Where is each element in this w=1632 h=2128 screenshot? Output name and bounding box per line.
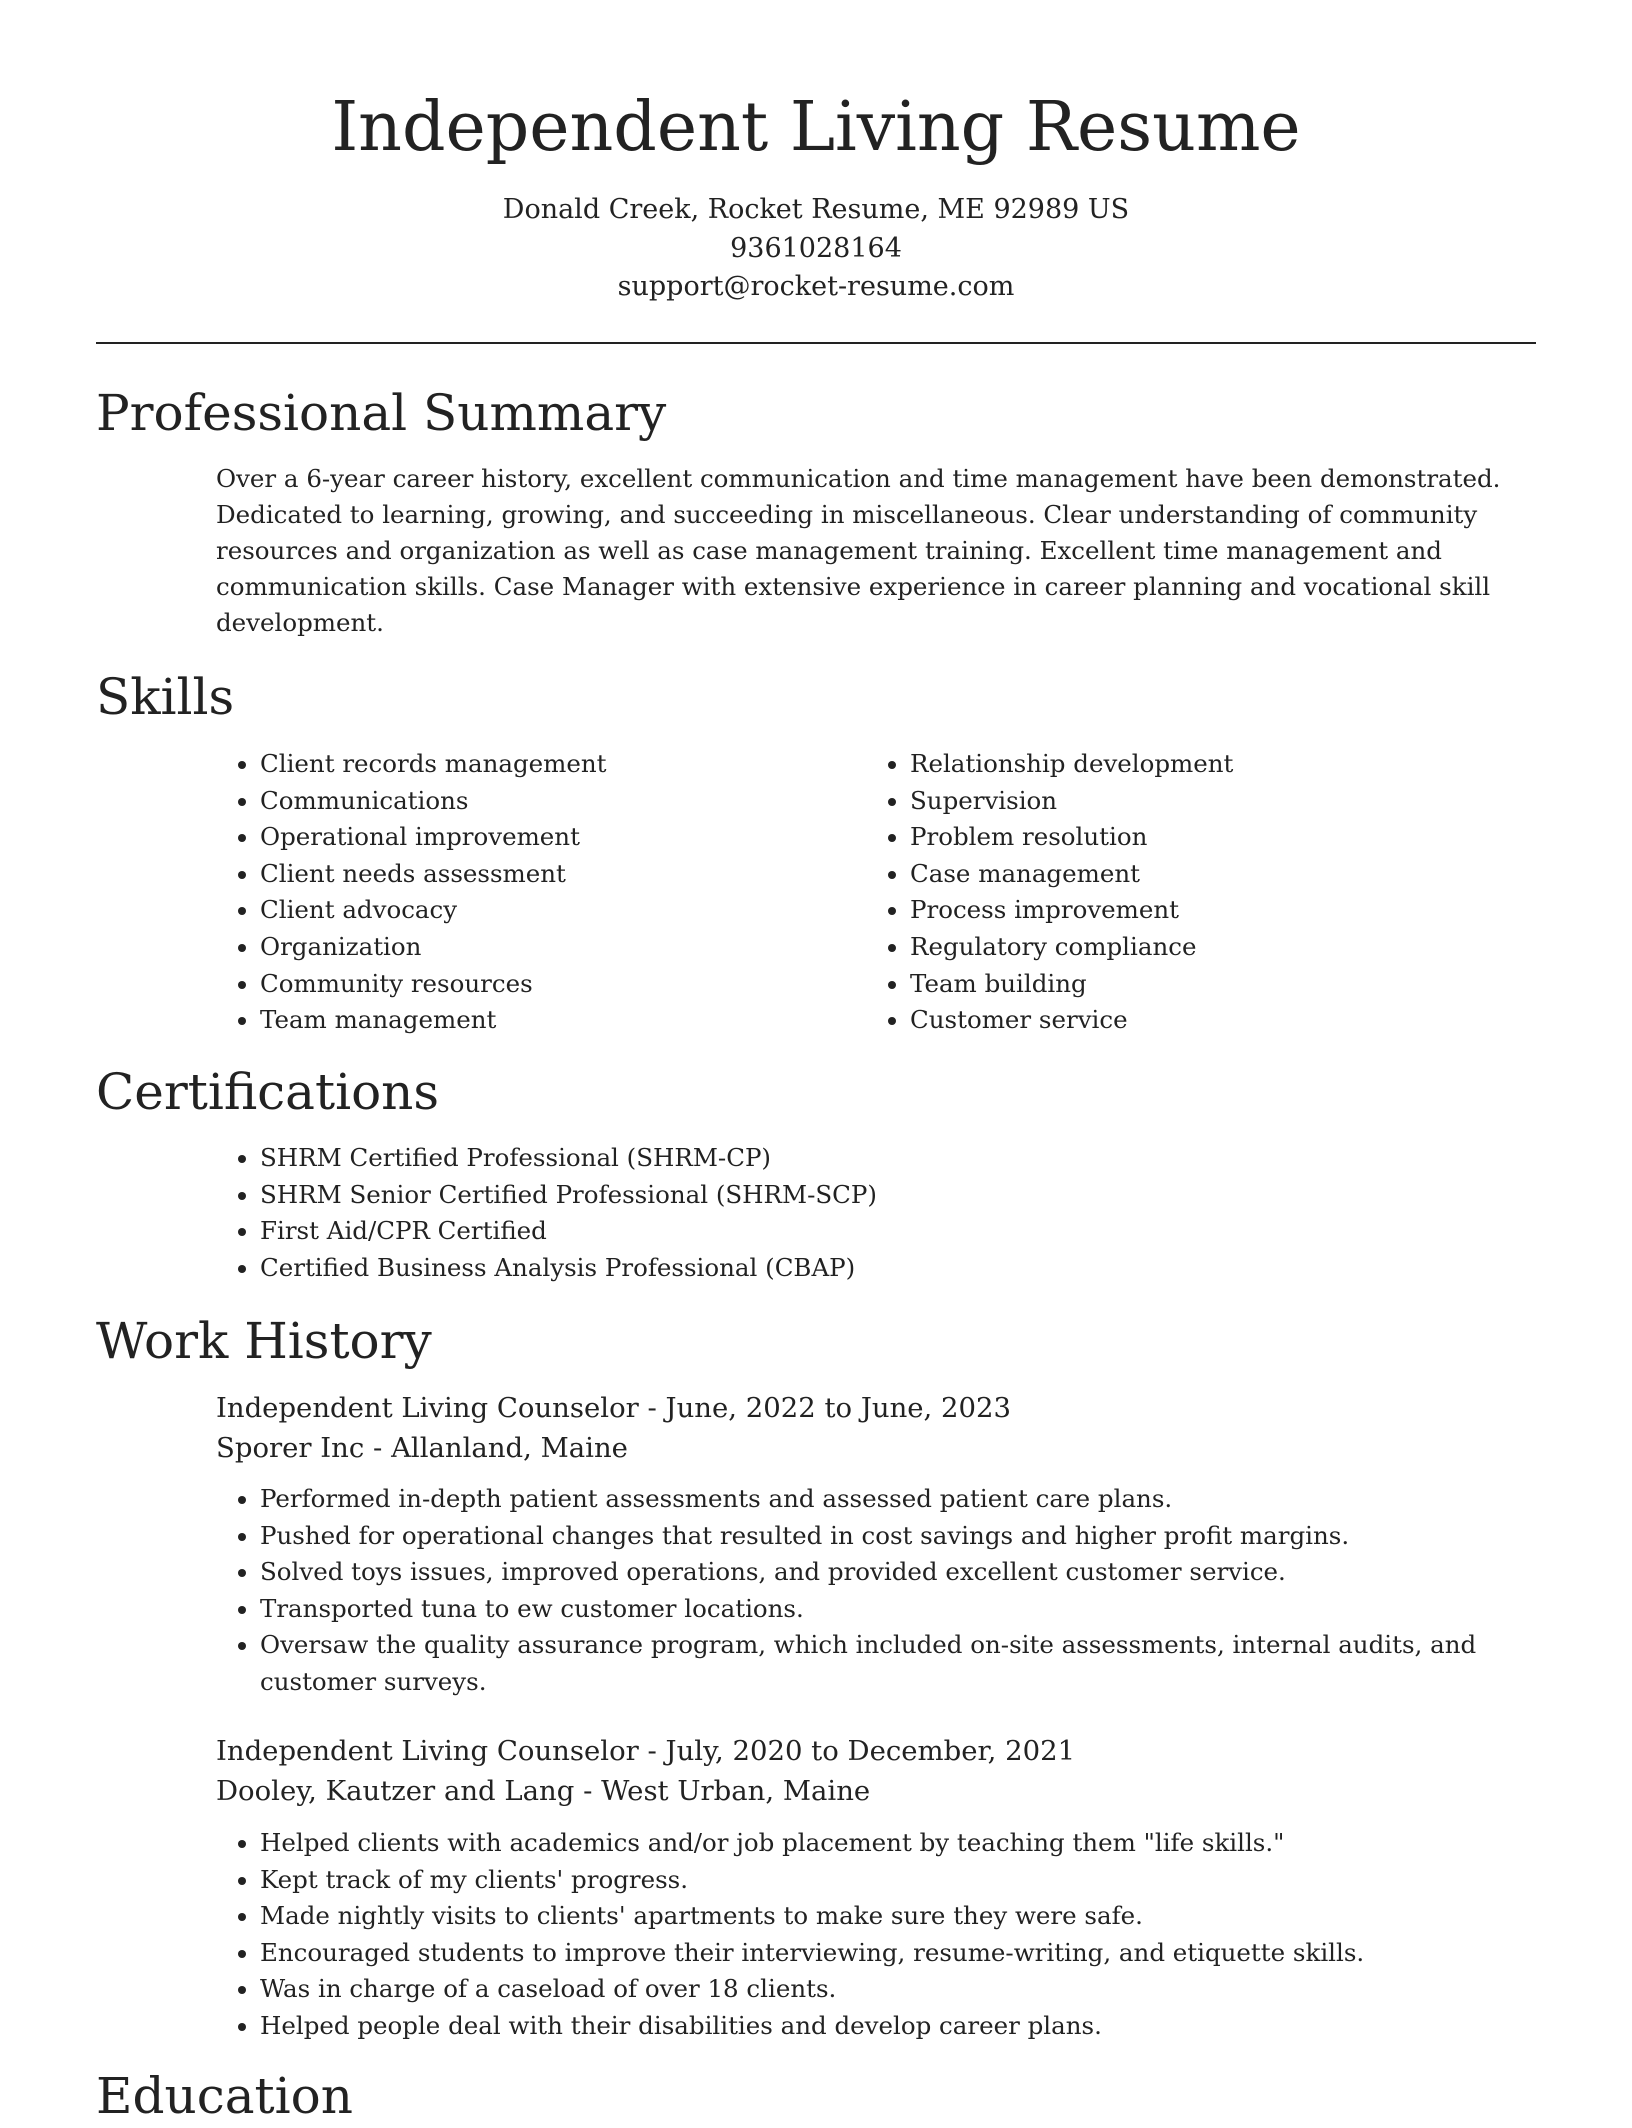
list-item: • Client needs assessment	[260, 856, 860, 893]
job-2-company-line	[216, 1771, 870, 1811]
resume-title: Independent Living Resume	[331, 88, 1301, 167]
list-item: • Organization	[260, 929, 860, 966]
job-title: Independent Living Counselor	[216, 1392, 639, 1424]
list-item: • Certified Business Analysis Professional (CBAP)	[260, 1250, 1560, 1287]
list-item: • Was in charge of a caseload of over 18 clients.	[260, 1971, 1580, 2008]
summary-heading: Professional Summary	[96, 384, 667, 442]
certifications-list	[216, 1140, 1560, 1286]
work-history-heading: Work History	[96, 1312, 432, 1370]
skills-heading: Skills	[96, 668, 235, 726]
job-2-bullets	[216, 1825, 1580, 2045]
list-item: • Supervision	[910, 783, 1530, 820]
job-location: - Allanland, Maine	[364, 1432, 628, 1464]
list-item: • Kept track of my clients' progress.	[260, 1862, 1580, 1899]
job-1-company-line	[216, 1428, 628, 1468]
list-item: • First Aid/CPR Certified	[260, 1213, 1560, 1250]
list-item: • Oversaw the quality assurance program, which included on-site assessments, internal audits, and customer surveys.	[260, 1627, 1580, 1700]
list-item: • Case management	[910, 856, 1530, 893]
job-dates: - June, 2022 to June, 2023	[638, 1392, 1012, 1424]
list-item: • Helped clients with academics and/or job placement by teaching them "life skills."	[260, 1825, 1580, 1862]
skills-list-right	[866, 746, 1530, 1039]
list-item: • Community resources	[260, 966, 860, 1003]
education-heading: Education	[96, 2067, 353, 2125]
list-item: • Performed in-depth patient assessments and assessed patient care plans.	[260, 1481, 1580, 1518]
list-item: • Relationship development	[910, 746, 1530, 783]
job-company: Dooley, Kautzer and Lang	[216, 1775, 575, 1807]
list-item: • Team management	[260, 1002, 860, 1039]
list-item: • Customer service	[910, 1002, 1530, 1039]
list-item: • Made nightly visits to clients' apartments to make sure they were safe.	[260, 1898, 1580, 1935]
list-item: • Client advocacy	[260, 892, 860, 929]
list-item: • Problem resolution	[910, 819, 1530, 856]
header-divider	[96, 342, 1536, 344]
list-item: • Communications	[260, 783, 860, 820]
list-item: • Transported tuna to ew customer locations.	[260, 1591, 1580, 1628]
contact-email: support@rocket-resume.com	[617, 271, 1015, 302]
job-1-bullets	[216, 1481, 1580, 1701]
contact-address: Donald Creek, Rocket Resume, ME 92989 US	[502, 194, 1130, 225]
list-item: • Pushed for operational changes that resulted in cost savings and higher profit margins.	[260, 1518, 1580, 1555]
list-item: • Team building	[910, 966, 1530, 1003]
job-title: Independent Living Counselor	[216, 1735, 639, 1767]
list-item: • SHRM Certified Professional (SHRM-CP)	[260, 1140, 1560, 1177]
list-item: • Operational improvement	[260, 819, 860, 856]
job-location: - West Urban, Maine	[574, 1775, 871, 1807]
list-item: • Encouraged students to improve their interviewing, resume-writing, and etiquette skills.	[260, 1935, 1580, 1972]
summary-text: Over a 6-year career history, excellent communication and time management have been demonstrated. Dedicated to learning, growing, and succeeding in miscellaneous. Clear understanding of community resources and organization as well as case management training. Excellent time management and communication skills. Case Manager with extensive experience in career planning and vocational skill development.	[216, 464, 1501, 637]
job-2-title-line	[216, 1731, 1075, 1771]
skills-list-left	[216, 746, 860, 1039]
job-company: Sporer Inc	[216, 1432, 365, 1464]
list-item: • Regulatory compliance	[910, 929, 1530, 966]
job-dates: - July, 2020 to December, 2021	[638, 1735, 1076, 1767]
list-item: • Helped people deal with their disabilities and develop career plans.	[260, 2008, 1580, 2045]
contact-phone: 9361028164	[730, 233, 902, 264]
list-item: • Process improvement	[910, 892, 1530, 929]
job-1-title-line	[216, 1388, 1011, 1428]
certifications-heading: Certifications	[96, 1063, 440, 1121]
list-item: • Solved toys issues, improved operations, and provided excellent customer service.	[260, 1554, 1580, 1591]
list-item: • SHRM Senior Certified Professional (SHRM-SCP)	[260, 1177, 1560, 1214]
list-item: • Client records management	[260, 746, 860, 783]
